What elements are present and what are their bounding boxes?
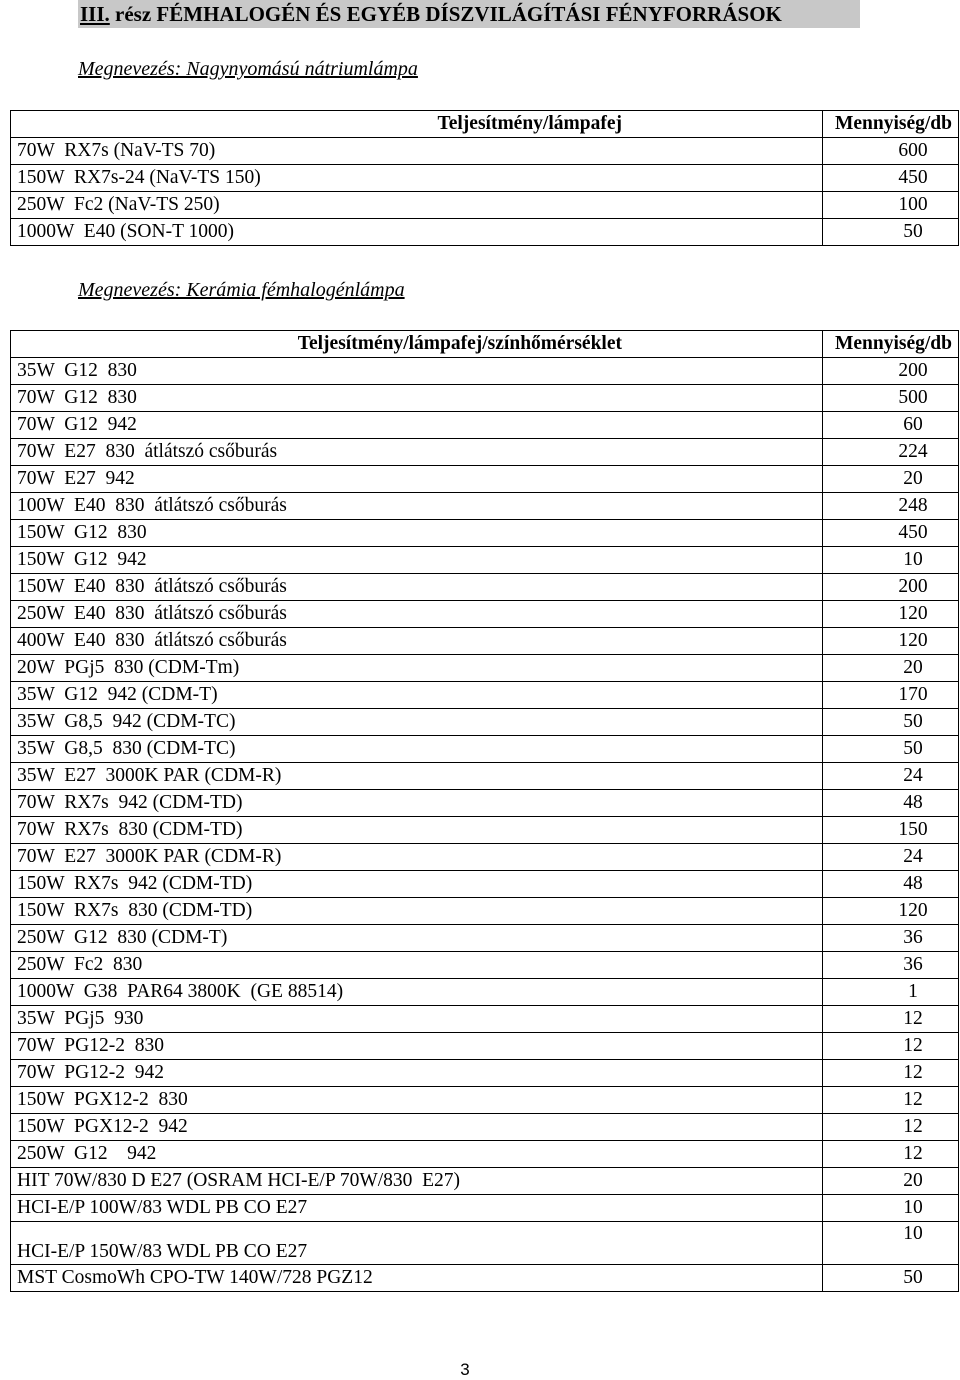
table-row: [11, 709, 959, 736]
table-row: [11, 1033, 959, 1060]
table-row: [11, 219, 959, 246]
lamp-spec-cell: 150W PGX12-2 942: [11, 1114, 823, 1141]
table-row: [11, 655, 959, 682]
lamp-spec-cell: 150W RX7s 942 (CDM-TD): [11, 871, 823, 898]
quantity-value: 100: [898, 194, 928, 215]
table-row: [11, 925, 959, 952]
lamp-spec-cell: MST CosmoWh CPO-TW 140W/728 PGZ12: [11, 1265, 823, 1292]
lamp-spec-cell: 400W E40 830 átlátszó csőburás: [11, 628, 823, 655]
quantity-cell: [823, 790, 959, 817]
table-row: [11, 547, 959, 574]
lamp-spec-cell: 35W G12 830: [11, 358, 823, 385]
table-row: [11, 736, 959, 763]
lamp-spec-cell: 35W PGj5 930: [11, 1006, 823, 1033]
quantity-value: 20: [903, 657, 923, 678]
quantity-cell: [823, 1087, 959, 1114]
lamp-spec-cell: 150W PGX12-2 830: [11, 1087, 823, 1114]
column-header-power-base: Teljesítmény/lámpafej: [11, 111, 823, 138]
lamp-spec-cell: 70W G12 830: [11, 385, 823, 412]
quantity-cell: [823, 628, 959, 655]
quantity-value: 450: [898, 167, 928, 188]
quantity-value: 12: [903, 1008, 923, 1029]
ceramic-metal-halide-table: [10, 330, 959, 1292]
quantity-value: 600: [898, 140, 928, 161]
table-row: [11, 1141, 959, 1168]
table-row: [11, 898, 959, 925]
table-row: [11, 574, 959, 601]
lamp-spec-cell: 35W G12 942 (CDM-T): [11, 682, 823, 709]
quantity-cell: [823, 952, 959, 979]
table-row: [11, 358, 959, 385]
quantity-cell: [823, 898, 959, 925]
quantity-value: 120: [898, 630, 928, 651]
quantity-cell: [823, 1060, 959, 1087]
table-row: [11, 1114, 959, 1141]
quantity-value: 12: [903, 1143, 923, 1164]
quantity-value: 24: [903, 846, 923, 867]
quantity-value: 24: [903, 765, 923, 786]
column-header-quantity: Mennyiség/db: [823, 111, 959, 138]
quantity-value: 224: [898, 441, 928, 462]
lamp-spec-cell: 1000W E40 (SON-T 1000): [11, 219, 823, 246]
table-row: [11, 439, 959, 466]
table-row: [11, 817, 959, 844]
quantity-value: 48: [903, 792, 923, 813]
quantity-value: 10: [903, 549, 923, 570]
quantity-value: 200: [898, 576, 928, 597]
table-row: [11, 1222, 959, 1265]
quantity-cell: [823, 1006, 959, 1033]
lamp-spec-cell: 35W E27 3000K PAR (CDM-R): [11, 763, 823, 790]
quantity-value: 12: [903, 1089, 923, 1110]
quantity-cell: [823, 1265, 959, 1292]
quantity-cell: [823, 574, 959, 601]
quantity-value: 450: [898, 522, 928, 543]
quantity-cell: [823, 1033, 959, 1060]
lamp-spec-cell: 100W E40 830 átlátszó csőburás: [11, 493, 823, 520]
quantity-cell: [823, 493, 959, 520]
lamp-spec-cell: 250W Fc2 830: [11, 952, 823, 979]
quantity-value: 10: [903, 1197, 923, 1218]
table-row: [11, 466, 959, 493]
quantity-cell: [823, 1195, 959, 1222]
lamp-spec-cell: 150W RX7s-24 (NaV-TS 150): [11, 165, 823, 192]
quantity-value: 50: [903, 221, 923, 242]
quantity-value: 120: [898, 900, 928, 921]
lamp-spec-cell: 150W E40 830 átlátszó csőburás: [11, 574, 823, 601]
table-row: [11, 138, 959, 165]
lamp-spec-cell: 150W G12 830: [11, 520, 823, 547]
table-row: [11, 763, 959, 790]
quantity-value: 20: [903, 1170, 923, 1191]
quantity-cell: [823, 709, 959, 736]
table-row: [11, 493, 959, 520]
quantity-cell: [823, 138, 959, 165]
quantity-value: 248: [898, 495, 928, 516]
quantity-cell: [823, 844, 959, 871]
quantity-cell: [823, 165, 959, 192]
lamp-spec-cell: 150W RX7s 830 (CDM-TD): [11, 898, 823, 925]
page-number: 3: [460, 1360, 470, 1379]
quantity-cell: [823, 736, 959, 763]
table-row: [11, 192, 959, 219]
lamp-spec-cell: 1000W G38 PAR64 3800K (GE 88514): [11, 979, 823, 1006]
quantity-value: 50: [903, 1267, 923, 1288]
quantity-cell: [823, 219, 959, 246]
quantity-cell: [823, 385, 959, 412]
table-header-row: [11, 111, 959, 138]
column-header-power-base-colortemp: Teljesítmény/lámpafej/színhőmérséklet: [11, 331, 823, 358]
quantity-value: 1: [908, 981, 918, 1002]
quantity-value: 60: [903, 414, 923, 435]
lamp-spec-cell: 250W E40 830 átlátszó csőburás: [11, 601, 823, 628]
quantity-cell: [823, 817, 959, 844]
quantity-cell: [823, 1168, 959, 1195]
quantity-value: 150: [898, 819, 928, 840]
section-heading-sodium: Megnevezés: Nagynyomású nátriumlámpa: [78, 58, 418, 80]
quantity-value: 12: [903, 1062, 923, 1083]
quantity-cell: [823, 358, 959, 385]
quantity-value: 50: [903, 711, 923, 732]
quantity-cell: [823, 925, 959, 952]
quantity-value: 36: [903, 954, 923, 975]
column-header-quantity: Mennyiség/db: [823, 331, 959, 358]
quantity-cell: [823, 439, 959, 466]
table-row: [11, 1195, 959, 1222]
lamp-spec-cell: 70W E27 3000K PAR (CDM-R): [11, 844, 823, 871]
lamp-spec-cell: 250W G12 830 (CDM-T): [11, 925, 823, 952]
quantity-value: 12: [903, 1116, 923, 1137]
lamp-spec-cell: 20W PGj5 830 (CDM-Tm): [11, 655, 823, 682]
table-row: [11, 682, 959, 709]
lamp-spec-cell: 70W RX7s (NaV-TS 70): [11, 138, 823, 165]
table-row: [11, 1060, 959, 1087]
sodium-lamp-table: [10, 110, 959, 246]
table-row: [11, 1087, 959, 1114]
quantity-value: 500: [898, 387, 928, 408]
table-row: [11, 385, 959, 412]
quantity-cell: [823, 1114, 959, 1141]
table-row: [11, 1168, 959, 1195]
table-row: [11, 1006, 959, 1033]
lamp-spec-cell: 70W RX7s 942 (CDM-TD): [11, 790, 823, 817]
quantity-cell: [823, 520, 959, 547]
table-row: [11, 952, 959, 979]
lamp-spec-cell: 70W E27 942: [11, 466, 823, 493]
lamp-spec-cell: 35W G8,5 942 (CDM-TC): [11, 709, 823, 736]
lamp-spec-cell: 70W G12 942: [11, 412, 823, 439]
quantity-value: 10: [903, 1223, 923, 1244]
section-heading-ceramic: Megnevezés: Kerámia fémhalogénlámpa: [78, 279, 405, 301]
part-title-text: rész FÉMHALOGÉN ÉS EGYÉB DÍSZVILÁGÍTÁSI FÉNYFORRÁSOK: [109, 2, 782, 26]
quantity-value: 50: [903, 738, 923, 759]
quantity-value: 48: [903, 873, 923, 894]
quantity-value: 120: [898, 603, 928, 624]
lamp-spec-cell: 70W PG12-2 830: [11, 1033, 823, 1060]
quantity-value: 200: [898, 360, 928, 381]
lamp-spec-cell: 35W G8,5 830 (CDM-TC): [11, 736, 823, 763]
lamp-spec-cell: 250W Fc2 (NaV-TS 250): [11, 192, 823, 219]
table-header-row: [11, 331, 959, 358]
part-title-number: III.: [80, 2, 110, 26]
table-row: [11, 165, 959, 192]
table-row: [11, 790, 959, 817]
quantity-value: 36: [903, 927, 923, 948]
lamp-spec-cell: HCI-E/P 150W/83 WDL PB CO E27: [11, 1222, 823, 1265]
quantity-cell: [823, 682, 959, 709]
table-row: [11, 520, 959, 547]
table-row: [11, 412, 959, 439]
quantity-value: 170: [898, 684, 928, 705]
quantity-cell: [823, 601, 959, 628]
quantity-cell: [823, 979, 959, 1006]
lamp-spec-cell: HCI-E/P 100W/83 WDL PB CO E27: [11, 1195, 823, 1222]
lamp-spec-cell: 70W RX7s 830 (CDM-TD): [11, 817, 823, 844]
lamp-spec-cell: 70W PG12-2 942: [11, 1060, 823, 1087]
part-title: [78, 0, 860, 28]
quantity-cell: [823, 871, 959, 898]
table-row: [11, 844, 959, 871]
quantity-cell: [823, 547, 959, 574]
table-row: [11, 979, 959, 1006]
lamp-spec-cell: 150W G12 942: [11, 547, 823, 574]
quantity-cell: [823, 412, 959, 439]
table-row: [11, 628, 959, 655]
quantity-value: 20: [903, 468, 923, 489]
quantity-value: 12: [903, 1035, 923, 1056]
quantity-cell: [823, 1222, 959, 1265]
quantity-cell: [823, 192, 959, 219]
table-row: [11, 601, 959, 628]
lamp-spec-cell: 250W G12 942: [11, 1141, 823, 1168]
table-row: [11, 1265, 959, 1292]
table-row: [11, 871, 959, 898]
lamp-spec-cell: 70W E27 830 átlátszó csőburás: [11, 439, 823, 466]
lamp-spec-cell: HIT 70W/830 D E27 (OSRAM HCI-E/P 70W/830 E27): [11, 1168, 823, 1195]
quantity-cell: [823, 466, 959, 493]
quantity-cell: [823, 763, 959, 790]
quantity-cell: [823, 655, 959, 682]
quantity-cell: [823, 1141, 959, 1168]
